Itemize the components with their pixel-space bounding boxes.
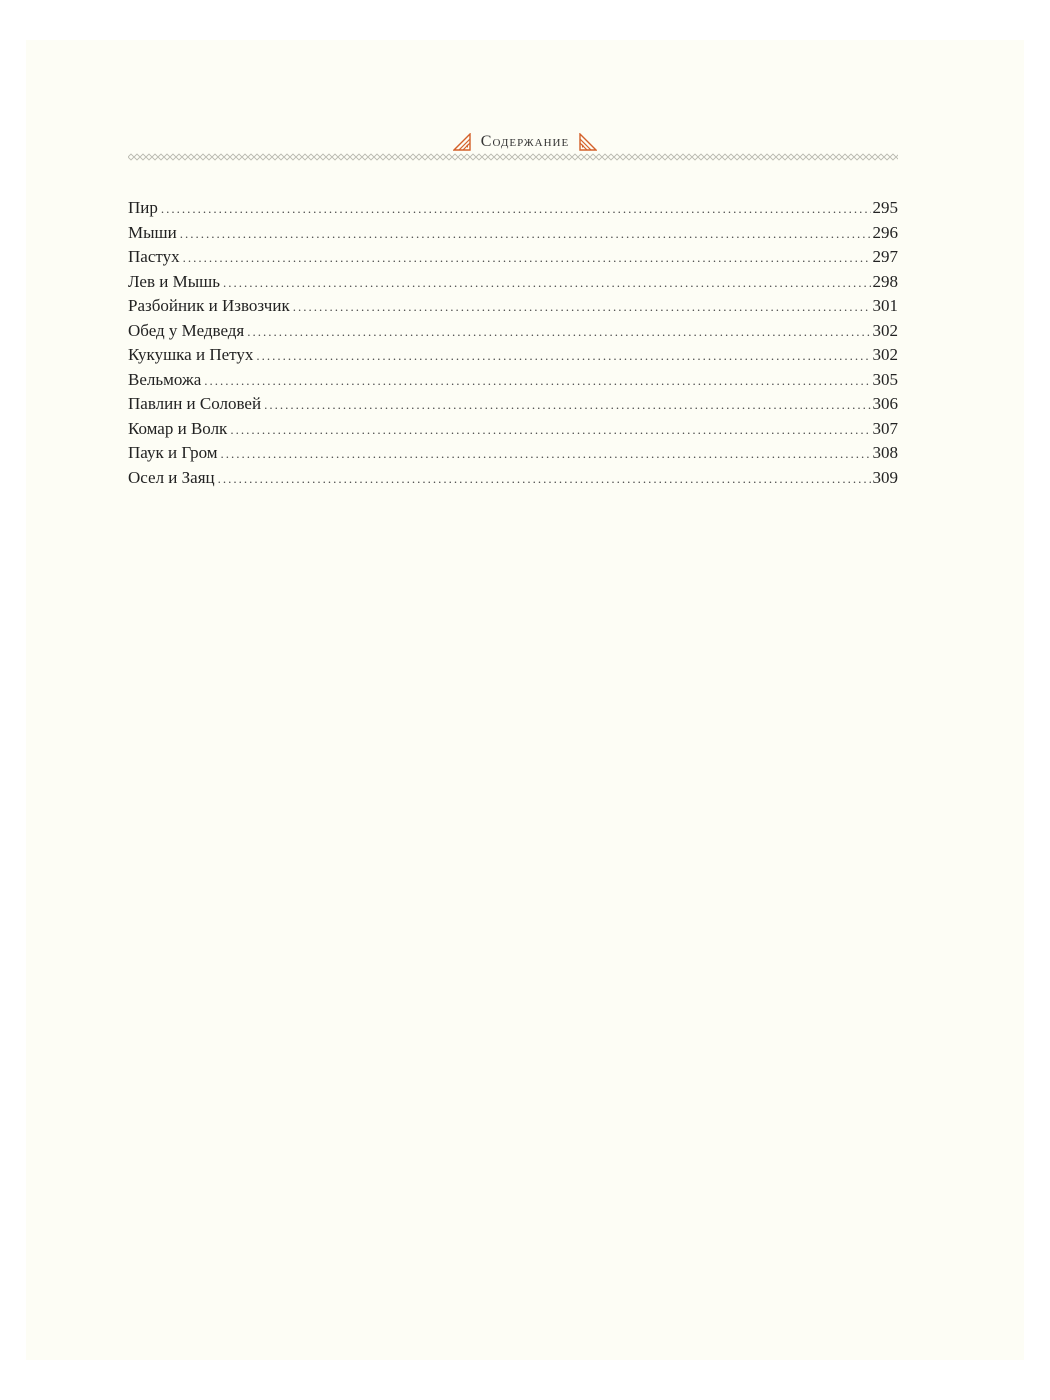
toc-entry-title: Пастух [128,247,180,266]
dot-leader [180,226,871,242]
toc-entry-title: Мыши [128,222,177,242]
toc-entry-page-number: 302 [872,320,898,340]
dot-leader [204,373,870,389]
toc-entry-title: Пир [128,198,158,217]
toc-entry-page-number: 301 [872,296,898,315]
toc-entry [128,394,898,419]
dot-leader [293,299,871,315]
toc-entry [128,468,898,493]
page-header [26,128,1024,156]
toc-entry-title: Лев и Мышь [128,271,220,291]
toc-entry-page-number: 306 [872,394,898,413]
toc-entry-title: Комар и Волк [128,418,228,438]
dot-leader [218,471,871,487]
toc-entry [128,272,898,297]
toc-entry-title: Павлин и Соловей [128,394,262,413]
toc-entry [128,247,898,272]
dot-leader [247,324,870,340]
corner-ornament-icon [453,133,471,151]
toc-entry-page-number: 307 [872,418,898,438]
dot-leader [221,446,871,462]
toc-entry [128,223,898,248]
dot-leader [230,422,870,438]
page-title: Содержание [480,133,570,150]
dot-leader [264,397,870,413]
corner-ornament-icon [579,133,597,151]
dot-leader [161,201,871,217]
toc-entry-page-number: 295 [872,198,898,217]
toc-entry [128,419,898,444]
table-of-contents [128,198,898,492]
toc-entry-title: Паук и Гром [128,443,218,462]
dot-leader [256,348,870,364]
toc-entry [128,321,898,346]
toc-entry-title: Вельможа [128,369,202,389]
toc-entry-page-number: 302 [872,345,898,364]
toc-entry [128,370,898,395]
ornamental-divider [128,153,898,161]
toc-entry-page-number: 305 [872,369,898,389]
toc-entry-page-number: 308 [872,443,898,462]
toc-entry-page-number: 297 [872,247,898,266]
toc-entry-page-number: 309 [872,467,898,487]
toc-entry-title: Кукушка и Петух [128,345,254,364]
toc-entry [128,198,898,223]
toc-entry-page-number: 298 [872,271,898,291]
toc-entry [128,443,898,468]
toc-entry-title: Разбойник и Извозчик [128,296,290,315]
toc-entry-title: Осел и Заяц [128,467,215,487]
toc-entry [128,345,898,370]
dot-leader [183,250,871,266]
dot-leader [223,275,871,291]
toc-entry-page-number: 296 [872,222,898,242]
toc-entry [128,296,898,321]
book-page [26,40,1024,1360]
toc-entry-title: Обед у Медведя [128,320,245,340]
